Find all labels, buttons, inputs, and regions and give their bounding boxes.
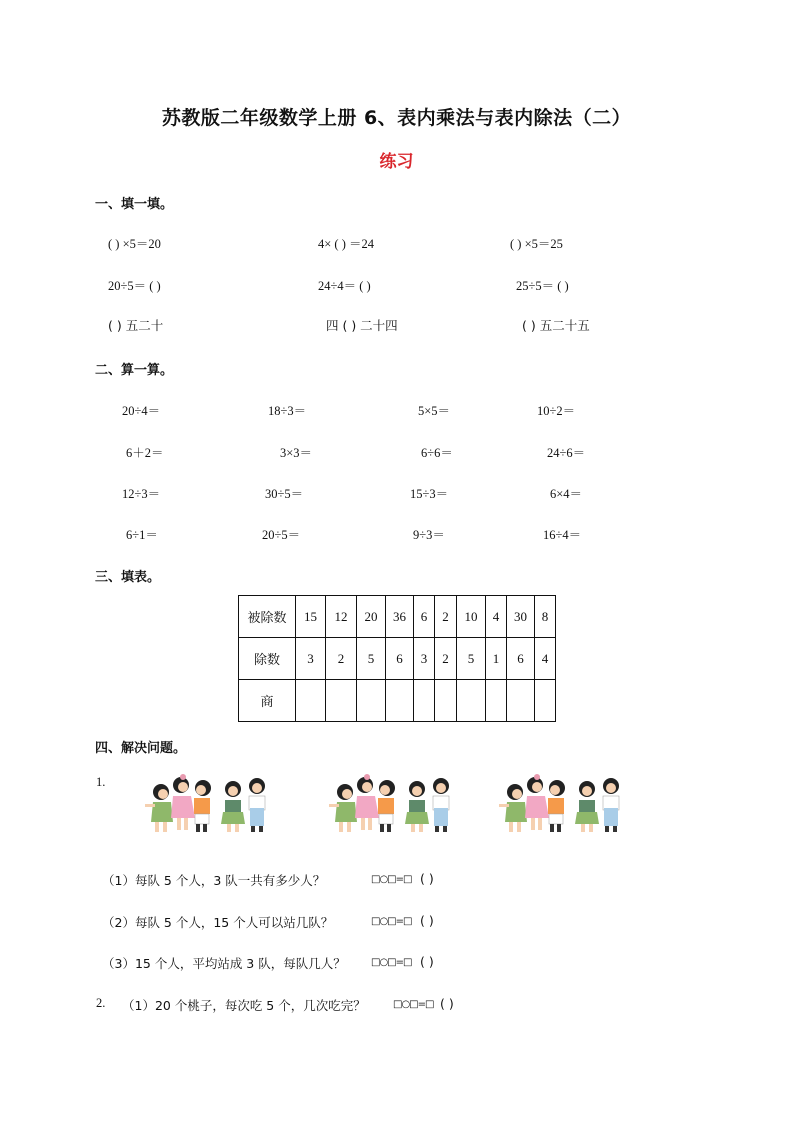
- problem-number: 1.: [96, 775, 106, 789]
- section-heading-fill: 一、填一填。: [95, 197, 174, 212]
- question-text: （2）每队 5 个人，15 个人可以站几队？: [102, 915, 334, 930]
- table-cell: 6: [507, 638, 535, 680]
- section-heading-calculate: 二、算一算。: [95, 363, 174, 378]
- question-text: （3）15 个人，平均站成 3 队，每队几人？: [102, 956, 346, 971]
- table-cell: 5: [457, 638, 486, 680]
- table-cell: 3: [296, 638, 326, 680]
- answer-cell[interactable]: [435, 680, 457, 722]
- calc-item: 12÷3＝: [122, 487, 161, 501]
- table-cell: 3: [414, 638, 435, 680]
- table-cell: 6: [414, 596, 435, 638]
- calc-item: 9÷3＝: [413, 528, 445, 542]
- calc-item: 10÷2＝: [537, 404, 576, 418]
- fill-item: 4× ( ) ＝24: [318, 237, 374, 251]
- answer-cell[interactable]: [296, 680, 326, 722]
- section-heading-problems: 四、解决问题。: [95, 741, 187, 756]
- table-cell: 6: [386, 638, 414, 680]
- table-row-divisor: [239, 638, 556, 680]
- fill-item: ( ) 五二十: [108, 318, 164, 333]
- table-row-dividend: [239, 596, 556, 638]
- table-cell: 2: [326, 638, 357, 680]
- formula-boxes: □○□=□: [371, 874, 412, 885]
- fill-item: 24÷4＝ ( ): [318, 279, 371, 293]
- answer-blank[interactable]: ( ): [420, 871, 434, 886]
- question-text: （1）20 个桃子，每次吃 5 个，几次吃完？: [122, 998, 366, 1013]
- calc-item: 6÷6＝: [421, 446, 453, 460]
- answer-blank[interactable]: ( ): [420, 954, 434, 969]
- calc-item: 24÷6＝: [547, 446, 586, 460]
- fill-item: ( ) ×5＝25: [510, 237, 563, 251]
- calc-item: 30÷5＝: [265, 487, 304, 501]
- answer-cell[interactable]: [535, 680, 556, 722]
- children-group-illustration: [327, 774, 457, 836]
- answer-cell[interactable]: [386, 680, 414, 722]
- table-cell: 8: [535, 596, 556, 638]
- answer-cell[interactable]: [414, 680, 435, 722]
- page-title: 苏教版二年级数学上册 6、表内乘法与表内除法（二）: [161, 107, 632, 129]
- calc-item: 6÷1＝: [126, 528, 158, 542]
- answer-blank[interactable]: ( ): [440, 996, 454, 1011]
- fill-item: ( ) ×5＝20: [108, 237, 161, 251]
- answer-blank[interactable]: ( ): [420, 913, 434, 928]
- question-text: （1）每队 5 个人，3 队一共有多少人？: [102, 873, 326, 888]
- table-cell: 2: [435, 638, 457, 680]
- answer-cell[interactable]: [507, 680, 535, 722]
- row-label: 商: [239, 680, 296, 722]
- calc-item: 18÷3＝: [268, 404, 307, 418]
- table-cell: 20: [357, 596, 386, 638]
- section-heading-table: 三、填表。: [95, 570, 161, 585]
- table-cell: 4: [535, 638, 556, 680]
- answer-cell[interactable]: [486, 680, 507, 722]
- table-cell: 15: [296, 596, 326, 638]
- table-row-quotient: [239, 680, 556, 722]
- children-group-illustration: [143, 774, 273, 836]
- calc-item: 20÷5＝: [262, 528, 301, 542]
- fill-item: 25÷5＝ ( ): [516, 279, 569, 293]
- page-subtitle: 练习: [379, 152, 414, 172]
- calc-item: 5×5＝: [418, 404, 451, 418]
- division-table: [238, 595, 556, 722]
- calc-item: 6×4＝: [550, 487, 583, 501]
- calc-item: 20÷4＝: [122, 404, 161, 418]
- fill-item: 20÷5＝ ( ): [108, 279, 161, 293]
- row-label: 除数: [239, 638, 296, 680]
- calc-item: 16÷4＝: [543, 528, 582, 542]
- answer-cell[interactable]: [326, 680, 357, 722]
- table-cell: 30: [507, 596, 535, 638]
- calc-item: 3×3＝: [280, 446, 313, 460]
- child-figure-icon: [145, 784, 173, 832]
- formula-boxes: □○□=□: [371, 916, 412, 927]
- table-cell: 36: [386, 596, 414, 638]
- children-group-illustration: [497, 774, 627, 836]
- problem-number: 2.: [96, 996, 106, 1010]
- formula-boxes: □○□=□: [371, 957, 412, 968]
- table-cell: 2: [435, 596, 457, 638]
- table-cell: 10: [457, 596, 486, 638]
- calc-item: 15÷3＝: [410, 487, 449, 501]
- answer-cell[interactable]: [457, 680, 486, 722]
- fill-item: ( ) 五二十五: [522, 318, 590, 333]
- formula-boxes: □○□=□: [393, 999, 434, 1010]
- table-cell: 5: [357, 638, 386, 680]
- row-label: 被除数: [239, 596, 296, 638]
- fill-item: 四 ( ) 二十四: [326, 318, 398, 333]
- table-cell: 12: [326, 596, 357, 638]
- table-cell: 1: [486, 638, 507, 680]
- answer-cell[interactable]: [357, 680, 386, 722]
- table-cell: 4: [486, 596, 507, 638]
- calc-item: 6＋2＝: [126, 446, 164, 460]
